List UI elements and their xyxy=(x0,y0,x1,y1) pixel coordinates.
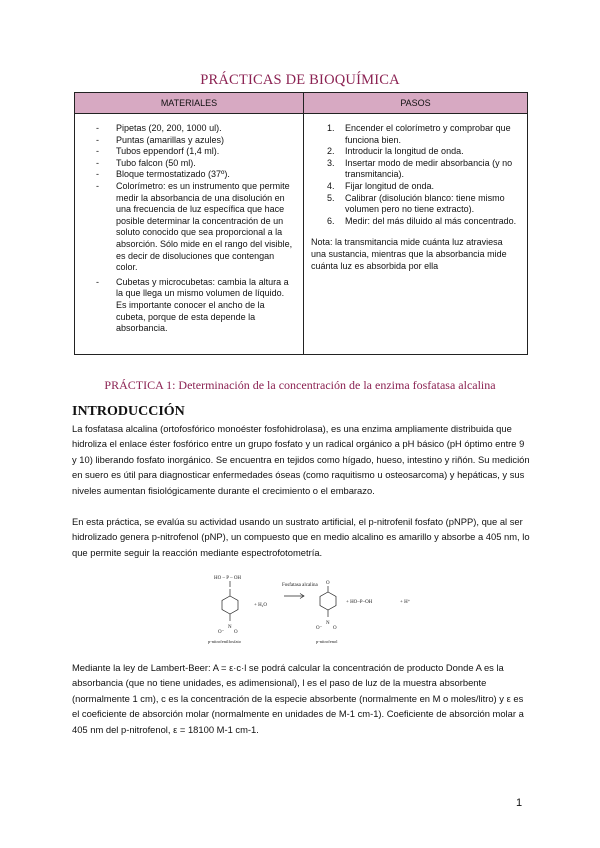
list-item: - Cubetas y microcubetas: cambia la altura a la que llega un mismo volumen de líquido. Es importante conocer el ancho de la cubeta, porque de esta depende la absorbancia. xyxy=(84,277,296,335)
svg-text:O: O xyxy=(234,630,238,635)
step-number: 4. xyxy=(327,180,335,191)
page-number: 1 xyxy=(516,797,523,809)
header-materiales: MATERIALES xyxy=(75,93,304,114)
svg-text:O⁻: O⁻ xyxy=(218,630,225,635)
product-label: p-nitrofenol xyxy=(316,639,338,644)
steps-list xyxy=(313,123,518,227)
step-text: Medir: del más diluido al más concentrado. xyxy=(345,215,517,226)
enzyme-label: Fosfatasa alcalina xyxy=(282,583,318,588)
step-text: Introducir la longitud de onda. xyxy=(345,146,464,157)
paragraph-practice: En esta práctica, se evalúa su actividad usando un sustrato artificial, el p-nitrofenil fosfato (pNPP), que al ser hidrolizado genera p-nitrofenol (pNP), un compuesto que en medio alcalino es amarillo y absorbe a 405 nm, lo que permite seguir la reacción mediante espectrofotometría. xyxy=(72,516,530,558)
list-item xyxy=(313,158,518,181)
step-text: Insertar modo de medir absorbancia (y no transmitancia). xyxy=(345,157,513,180)
header-pasos: PASOS xyxy=(304,93,528,114)
list-item xyxy=(313,123,518,146)
step-number: 6. xyxy=(327,215,335,226)
phosphate-label: + HO–P–OH xyxy=(346,600,373,605)
svg-text:N: N xyxy=(228,625,232,630)
proton-label: + H⁺ xyxy=(400,600,411,605)
product-ring xyxy=(320,592,336,610)
materials-steps-table xyxy=(74,92,528,355)
paragraph-lambert-beer: Mediante la ley de Lambert-Beer: A = ε·c·l se podrá calcular la concentración de producto Donde A es la absorbancia (que no tiene unidades, es adimensional), l es el paso de luz de la muestra absorbente (normalmente 1 cm), c es la concentración de la especie absorbente (normalmente en M o moles/litro) y ε es el coeficiente de absorción molar (normalmente en unidades de M-1 cm-1). Coeficiente de absorción molar a 405 nm del p-nitrofenol, ε = 18100 M-1 cm-1. xyxy=(72,662,524,735)
water-label: + H₂O xyxy=(254,603,268,608)
paragraph-intro: La fosfatasa alcalina (ortofosfórico monoéster fosfohidrolasa), es una enzima ampliamente distribuida que hidroliza el enlace éster fosfórico entre un grupo fosfato y un radical orgánico a pH básico (pH óptimo entre 9 y 10) liberando fosfato inorgánico. Se encuentra en tejidos como hígado, hueso, intestino y riñón. Su medición en suero es útil para diagnosticar enfermedades óseas (como raquitismo u osteosarcoma) y hepáticas, y sus niveles aumentan fisiológicamente durante el crecimiento o el embarazo. xyxy=(72,423,530,496)
svg-text:O: O xyxy=(333,626,337,631)
step-text: Calibrar (disolución blanco: tiene mismo volumen pero no tiene extracto). xyxy=(345,192,505,215)
list-item: - Tubo falcon (50 ml). xyxy=(84,158,296,170)
materials-cell xyxy=(75,114,304,355)
list-item xyxy=(313,193,518,216)
list-item xyxy=(313,146,518,158)
step-text: Encender el colorímetro y comprobar que funciona bien. xyxy=(345,123,511,145)
svg-text:O: O xyxy=(326,581,330,586)
list-item: - Bloque termostatizado (37º). xyxy=(84,169,296,181)
steps-cell xyxy=(304,114,528,355)
substrate-ring xyxy=(222,596,238,614)
step-number: 3. xyxy=(327,157,335,168)
list-item: - Colorímetro: es un instrumento que permite medir la absorbancia de una disolución en una frecuencia de luz específica que hace posible determinar la concentración de un soluto conocido que sea proporcional a la absorción. Sólo mide en el rango del visible, es decir de disoluciones que contengan color. xyxy=(84,181,296,274)
list-item xyxy=(313,181,518,193)
materials-list xyxy=(84,123,296,335)
phosphate-group-label: HO – P – OH xyxy=(214,576,242,581)
note-text: Nota: la transmitancia mide cuánta luz atraviesa una sustancia, mientras que la absorbancia mide cuánta luz es absorbida por ella xyxy=(311,237,507,271)
list-item: - Tubos eppendorf (1,4 ml). xyxy=(84,146,296,158)
list-item: - Pipetas (20, 200, 1000 ul). xyxy=(84,123,296,135)
step-number: 2. xyxy=(327,146,335,157)
practice-title: PRÁCTICA 1: Determinación de la concentración de la enzima fosfatasa alcalina xyxy=(104,378,496,392)
page-title: PRÁCTICAS DE BIOQUÍMICA xyxy=(200,72,400,88)
reaction-scheme-figure xyxy=(200,566,430,646)
svg-text:O⁻: O⁻ xyxy=(316,626,323,631)
step-number: 1. xyxy=(327,123,335,133)
list-item xyxy=(313,216,518,228)
list-item: - Puntas (amarillas y azules) xyxy=(84,135,296,147)
svg-text:N: N xyxy=(326,621,330,626)
intro-heading: INTRODUCCIÓN xyxy=(72,404,185,419)
substrate-label: p-nitrofenilfosfato xyxy=(208,639,241,644)
step-text: Fijar longitud de onda. xyxy=(345,180,435,191)
step-number: 5. xyxy=(327,192,335,203)
